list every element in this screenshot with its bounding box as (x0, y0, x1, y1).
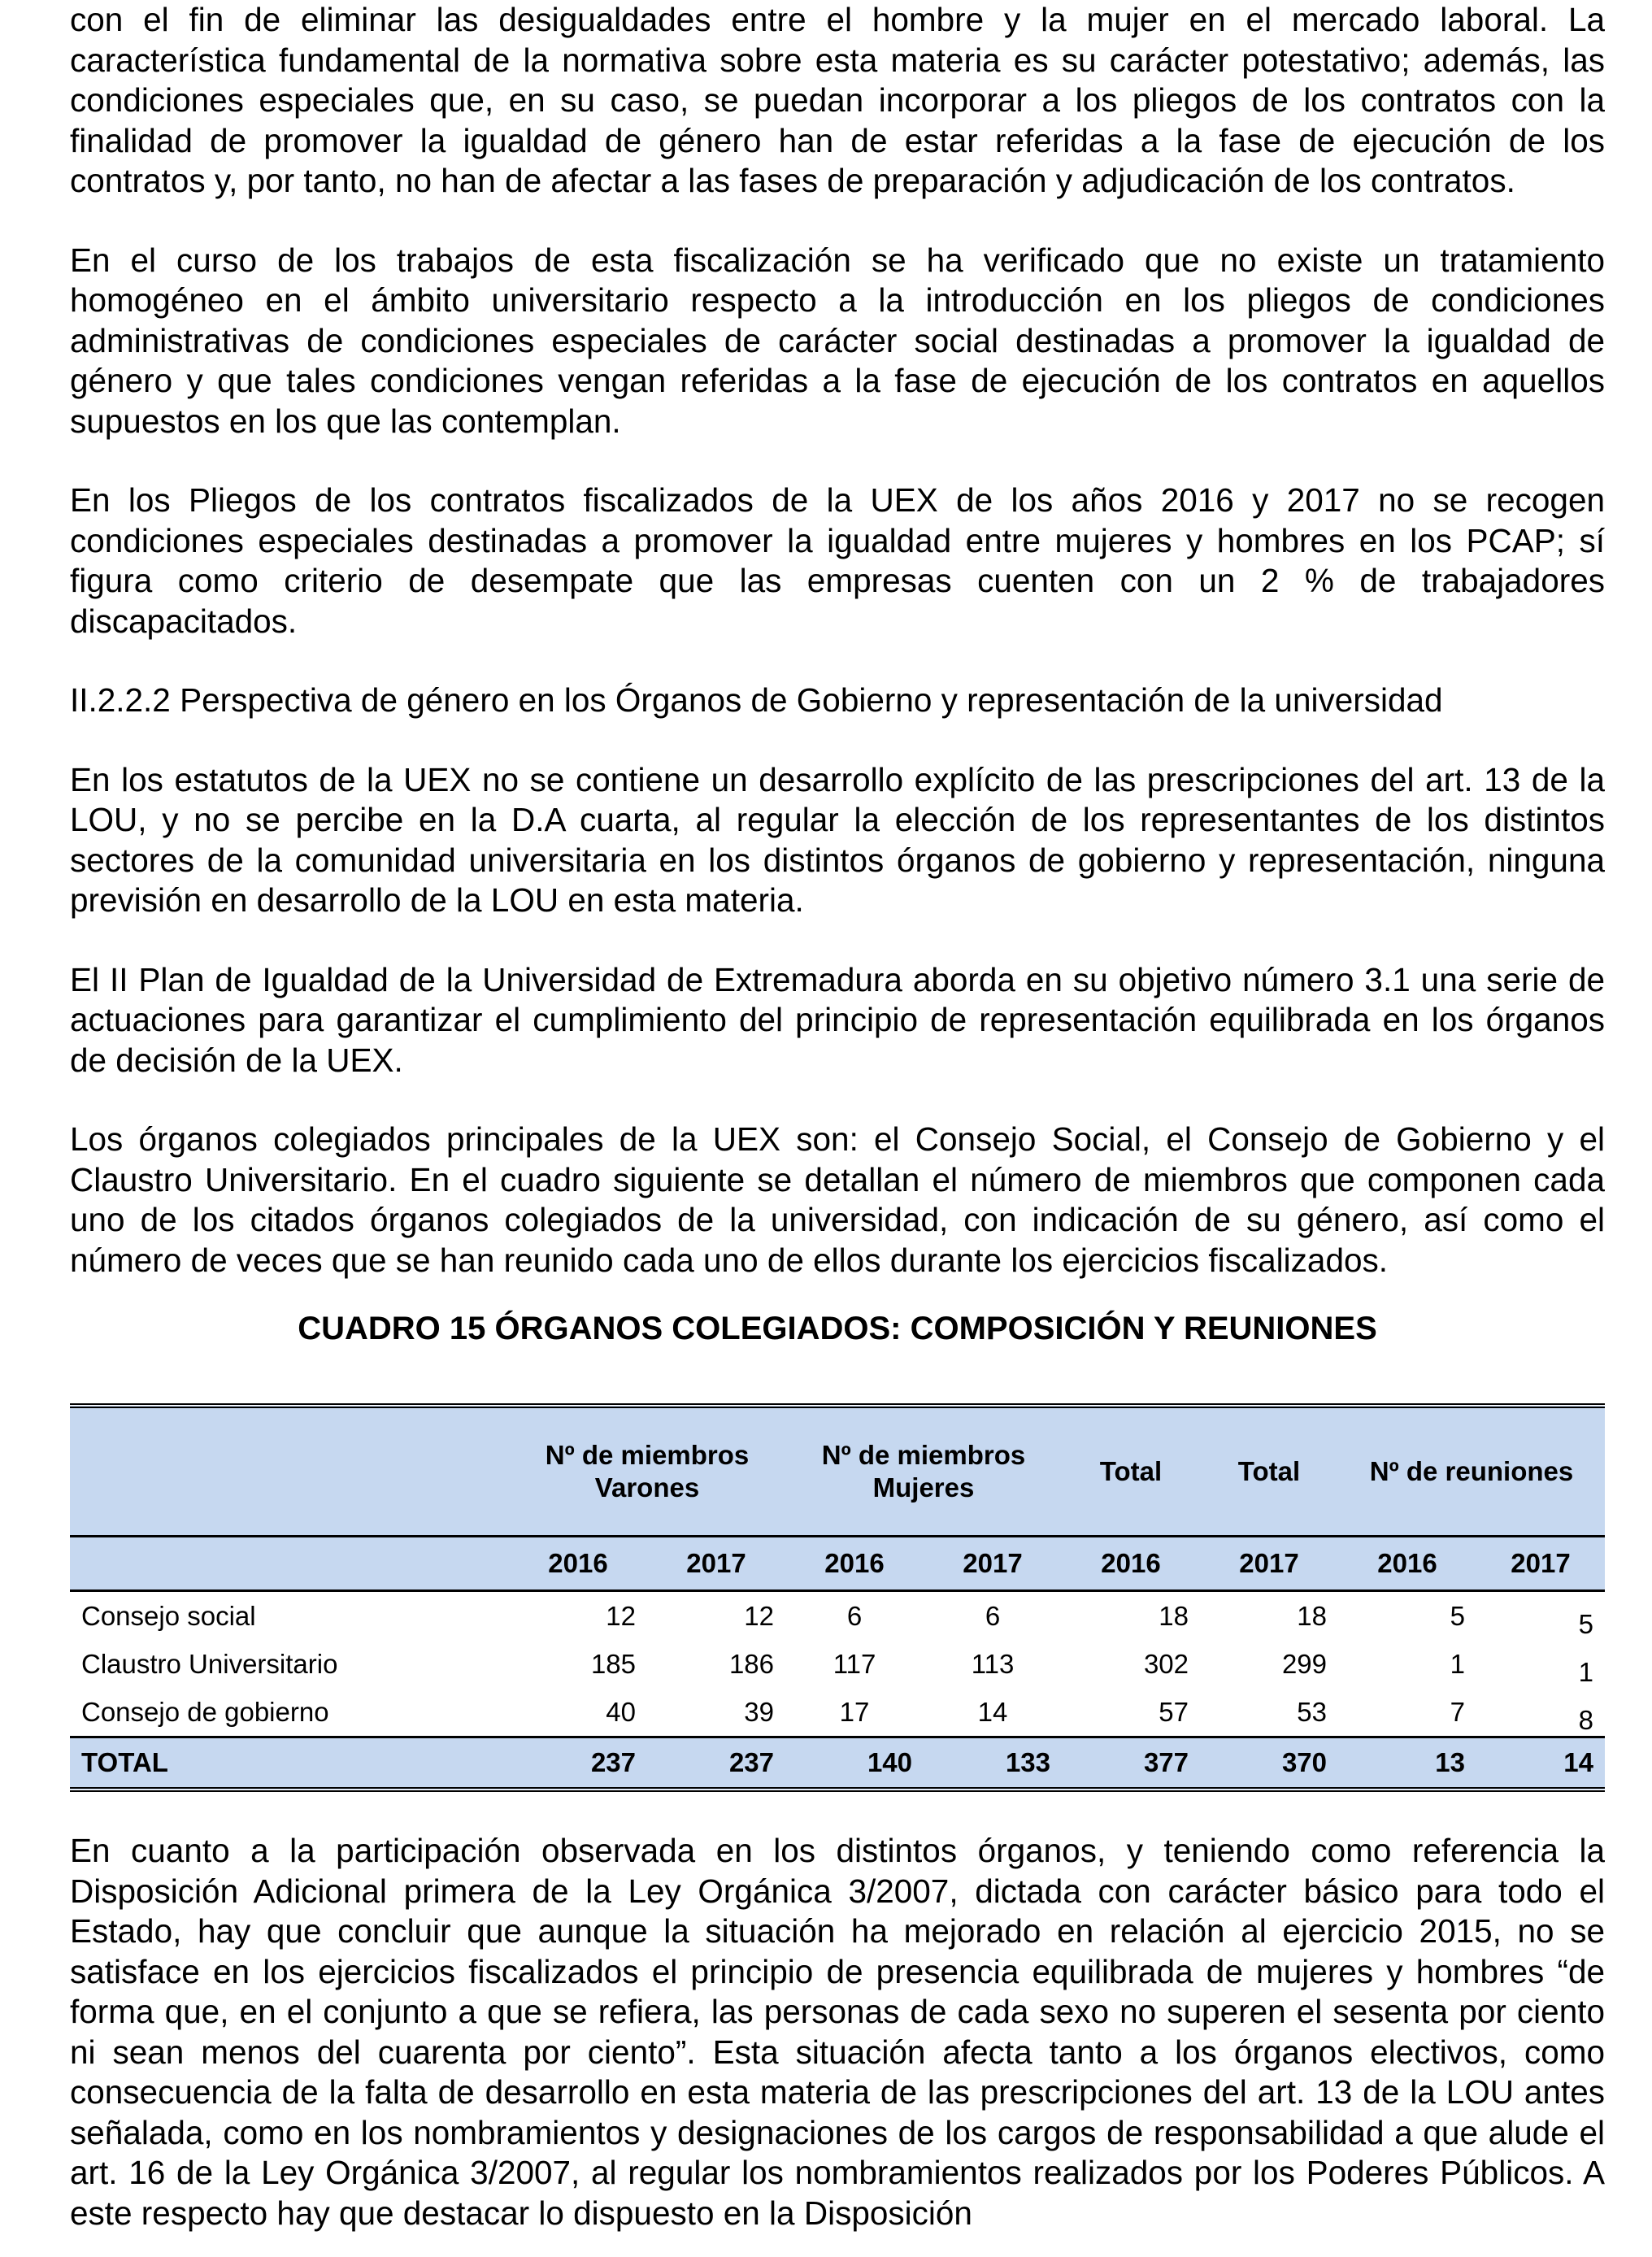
cell-value: 185 (590, 1648, 636, 1679)
header-empty-cell (70, 1406, 509, 1537)
cell-value: 7 (1450, 1696, 1465, 1727)
table-total-row (70, 1737, 1605, 1790)
total-value: 14 (1476, 1737, 1605, 1790)
table-group-header-row (70, 1406, 1605, 1537)
cell-value: 5 (1578, 1609, 1593, 1639)
header-reuniones: Nº de reuniones (1338, 1406, 1605, 1537)
total-value: 140 (785, 1737, 924, 1790)
total-value: 237 (647, 1737, 785, 1790)
header-mujeres: Nº de miembros Mujeres (785, 1406, 1062, 1537)
header-varones: Nº de miembros Varones (509, 1406, 785, 1537)
table-row (70, 1688, 1605, 1737)
row-label: Claustro Universitario (81, 1648, 338, 1679)
cell-value: 6 (985, 1600, 1001, 1631)
cell-value: 302 (1143, 1648, 1189, 1679)
section-heading: II.2.2.2 Perspectiva de género en los Órganos de Gobierno y representación de la universidad (70, 681, 1443, 719)
cell-value: 8 (1578, 1705, 1593, 1735)
paragraph-organos-colegiados: Los órganos colegiados principales de la UEX son: el Consejo Social, el Consejo de Gobierno y el Claustro Universitario. En el cuadro siguiente se detallan el número de miembros que componen cada uno de los citados órganos colegiados de la universidad, con indicación de su género, así como el número de veces que se han reunido cada uno de ellos durante los ejercicios fiscalizados. (70, 1120, 1605, 1279)
year-header: 2017 (924, 1537, 1062, 1591)
paragraph-fiscalization-findings: En el curso de los trabajos de esta fiscalización se ha verificado que no existe un tratamiento homogéneo en el ámbito universitario respecto a la introducción en los pliegos de condiciones administrativas de condiciones especiales de carácter social destinadas a promover la igualdad de género y que tales condiciones vengan referidas a la fase de ejecución de los contratos en aquellos supuestos en los que las contemplan. (70, 241, 1605, 440)
year-empty-cell (70, 1537, 509, 1591)
cell-value: 18 (1297, 1600, 1327, 1631)
cell-value: 12 (744, 1600, 774, 1631)
cell-value: 1 (1578, 1657, 1593, 1687)
cell-value: 6 (846, 1600, 863, 1631)
year-header: 2017 (647, 1537, 785, 1591)
cell-value: 40 (606, 1696, 636, 1727)
cell-value: 117 (833, 1648, 876, 1679)
header-total-2017: Total (1200, 1406, 1338, 1537)
year-header: 2016 (509, 1537, 647, 1591)
year-header: 2016 (1338, 1537, 1476, 1591)
year-header: 2017 (1476, 1537, 1605, 1591)
cell-value: 12 (606, 1600, 636, 1631)
header-total-2016: Total (1062, 1406, 1200, 1537)
paragraph-plan-igualdad: El II Plan de Igualdad de la Universidad de Extremadura aborda en su objetivo número 3.1 una serie de actuaciones para garantizar el cumplimiento del principio de representación equilibrada en los órganos de decisión de la UEX. (70, 960, 1605, 1079)
paragraph-estatutos: En los estatutos de la UEX no se contiene un desarrollo explícito de las prescripciones del art. 13 de la LOU, y no se percibe en la D.A cuarta, al regular la elección de los representantes de los distintos sectores de la comunidad universitaria en los distintos órganos de gobierno y representación, ninguna previsión en desarrollo de la LOU en esta materia. (70, 760, 1605, 919)
year-header: 2016 (1062, 1537, 1200, 1591)
total-value: 237 (509, 1737, 647, 1790)
cell-value: 1 (1450, 1648, 1465, 1679)
paragraph-gender-conditions: con el fin de eliminar las desigualdades entre el hombre y la mujer en el mercado laboral. La característica fundamental de la normativa sobre esta materia es su carácter potestativo; además, las condiciones especiales que, en su caso, se puedan incorporar a los pliegos de los contratos con la finalidad de promover la igualdad de género han de estar referidas a la fase de ejecución de los contratos y, por tanto, no han de afectar a las fases de preparación y adjudicación de los contratos. (70, 1, 1605, 199)
year-header: 2017 (1200, 1537, 1338, 1591)
paragraph-uex-pliegos: En los Pliegos de los contratos fiscalizados de la UEX de los años 2016 y 2017 no se recogen condiciones especiales destinadas a promover la igualdad entre mujeres y hombres en los PCAP; sí figura como criterio de desempate que las empresas cuenten con un 2 % de trabajadores discapacitados. (70, 481, 1605, 640)
intro-block (70, 0, 1605, 1281)
paragraph-participacion: En cuanto a la participación observada en los distintos órganos, y teniendo como referencia la Disposición Adicional primera de la Ley Orgánica 3/2007, dictada con carácter básico para todo el Estado, hay que concluir que aunque la situación ha mejorado en relación al ejercicio 2015, no se satisface en los ejercicios fiscalizados el principio de presencia equilibrada de mujeres y hombres “de forma que, en el conjunto a que se refiera, las personas de cada sexo no superen el sesenta por ciento ni sean menos del cuarenta por ciento”. Esta situación afecta tanto a los órganos electivos, como consecuencia de la falta de desarrollo en esta materia de las prescripciones del art. 13 de la LOU antes señalada, como en los nombramientos y designaciones de los cargos de responsabilidad a que alude el art. 16 de la Ley Orgánica 3/2007, al regular los nombramientos realizados por los Poderes Públicos. A este respecto hay que destacar lo dispuesto en la Disposición (70, 1832, 1605, 2232)
organos-table (70, 1403, 1605, 1792)
row-label: Consejo social (81, 1600, 256, 1631)
year-header: 2016 (785, 1537, 924, 1591)
cell-value: 17 (839, 1696, 870, 1727)
table-year-header-row (70, 1537, 1605, 1591)
table-row (70, 1591, 1605, 1641)
table-title: CUADRO 15 ÓRGANOS COLEGIADOS: COMPOSICIÓN Y REUNIONES (298, 1311, 1377, 1346)
total-label: TOTAL (70, 1737, 509, 1790)
row-label: Consejo de gobierno (81, 1696, 329, 1727)
cell-value: 186 (728, 1648, 774, 1679)
total-value: 377 (1062, 1737, 1200, 1790)
cell-value: 18 (1159, 1600, 1189, 1631)
cell-value: 39 (744, 1696, 774, 1727)
cell-value: 113 (971, 1648, 1015, 1679)
cell-value: 53 (1297, 1696, 1327, 1727)
cell-value: 299 (1281, 1648, 1327, 1679)
cell-value: 14 (977, 1696, 1008, 1727)
total-value: 133 (924, 1737, 1062, 1790)
cell-value: 5 (1450, 1600, 1465, 1631)
total-value: 370 (1200, 1737, 1338, 1790)
cell-value: 57 (1159, 1696, 1189, 1727)
total-value: 13 (1338, 1737, 1476, 1790)
table-row (70, 1640, 1605, 1688)
